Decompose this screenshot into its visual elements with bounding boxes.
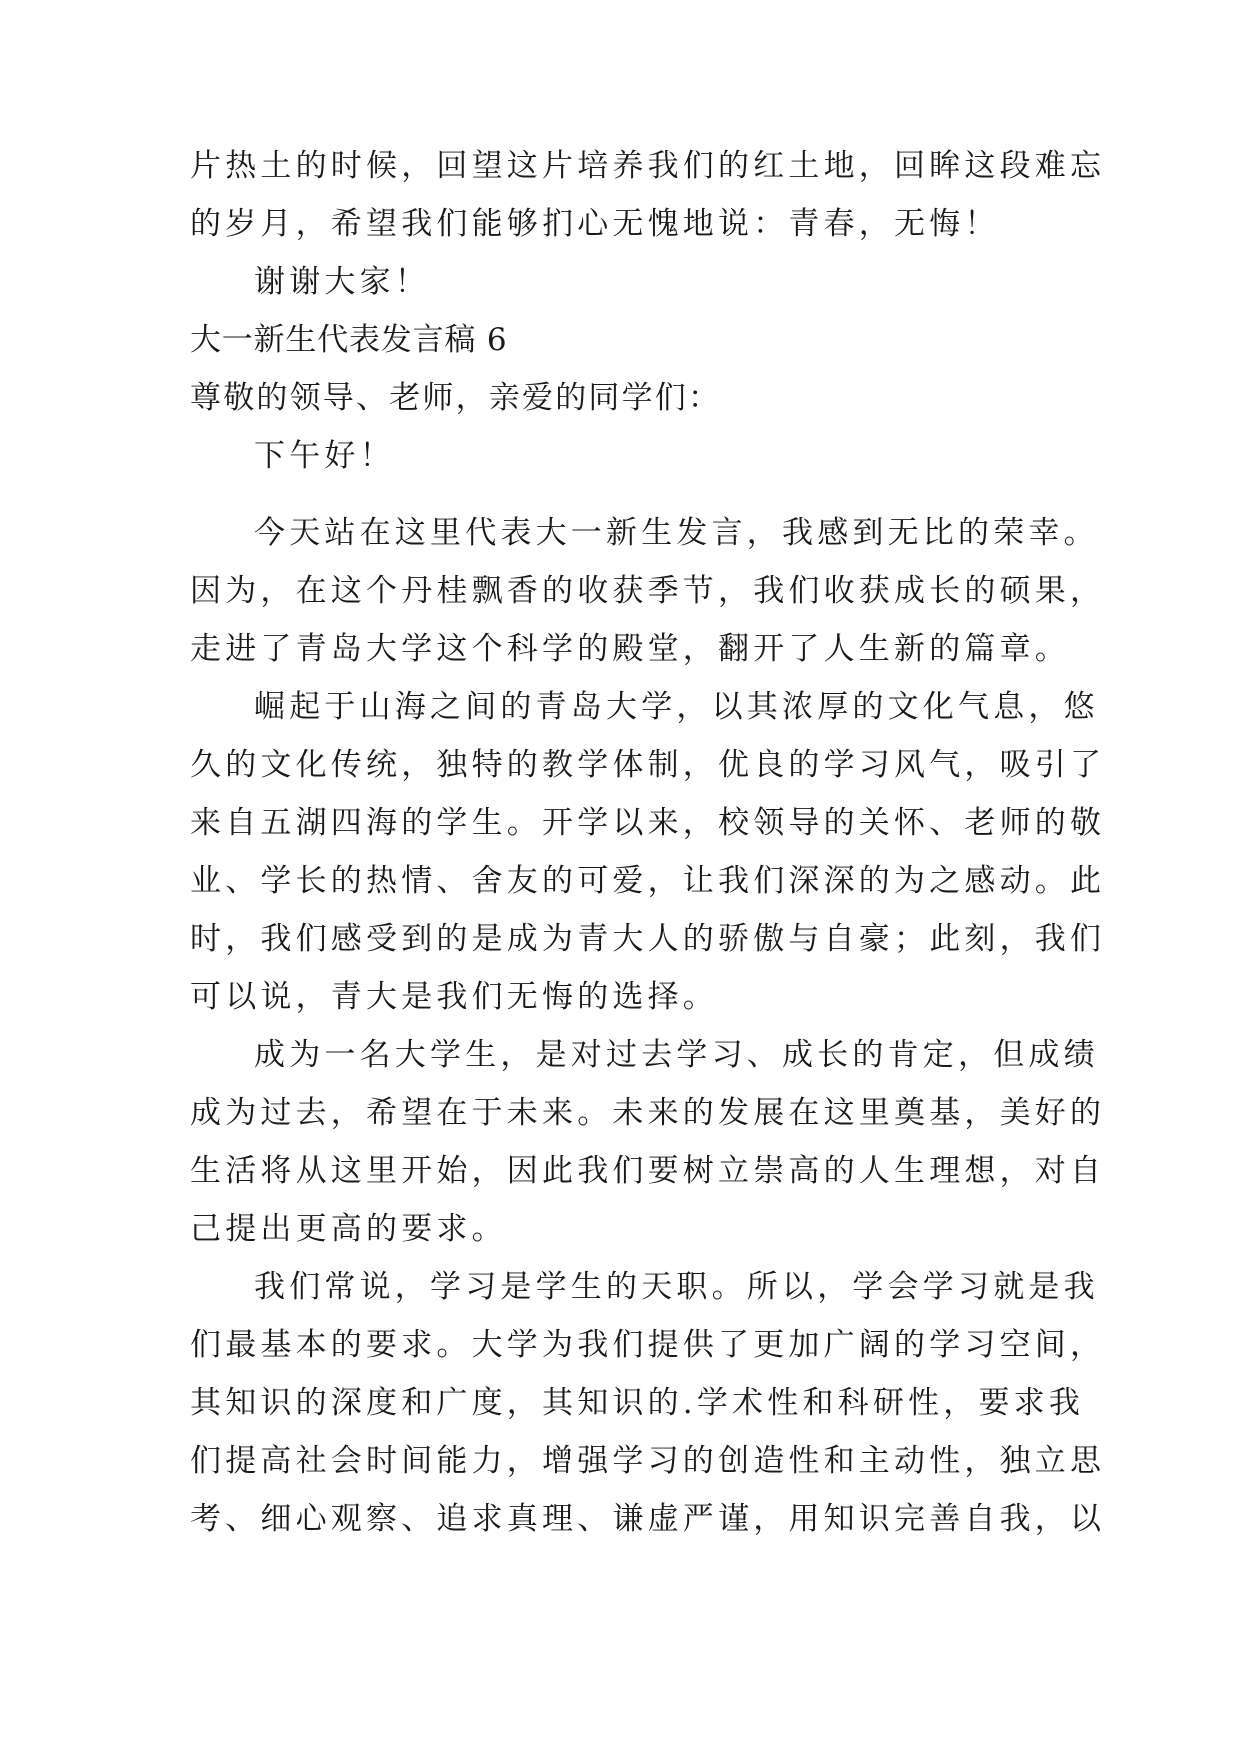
text-line: 谢谢大家！	[254, 264, 430, 300]
paragraph-line: 时，我们感受到的是成为青大人的骄傲与自豪；此刻，我们	[190, 921, 1106, 957]
paragraph-line: 业、学长的热情、舍友的可爱，让我们深深的为之感动。此	[190, 863, 1106, 899]
paragraph-line: 今天站在这里代表大一新生发言，我感到无比的荣幸。	[254, 515, 1099, 551]
paragraph-line: 们提高社会时间能力，增强学习的创造性和主动性，独立思	[190, 1443, 1106, 1479]
section-heading: 大一新生代表发言稿 6	[190, 322, 508, 358]
salutation: 尊敬的领导、老师，亲爱的同学们：	[190, 380, 722, 416]
paragraph-line: 来自五湖四海的学生。开学以来，校领导的关怀、老师的敬	[190, 805, 1106, 841]
paragraph-line: 我们常说，学习是学生的天职。所以，学会学习就是我	[254, 1269, 1099, 1305]
text-line: 的岁月，希望我们能够扪心无愧地说：青春，无悔！	[190, 206, 1000, 242]
paragraph-line: 们最基本的要求。大学为我们提供了更加广阔的学习空间，	[190, 1327, 1106, 1363]
paragraph-line: 崛起于山海之间的青岛大学，以其浓厚的文化气息，悠	[254, 689, 1099, 725]
paragraph-line: 久的文化传统，独特的教学体制，优良的学习风气，吸引了	[190, 747, 1106, 783]
greeting: 下午好！	[254, 438, 395, 474]
paragraph-line: 可以说，青大是我们无悔的选择。	[190, 979, 718, 1015]
paragraph-line: 其知识的深度和广度，其知识的.学术性和科研性，要求我	[190, 1385, 1085, 1421]
paragraph-line: 因为，在这个丹桂飘香的收获季节，我们收获成长的硕果，	[190, 573, 1106, 609]
paragraph-line: 走进了青岛大学这个科学的殿堂，翻开了人生新的篇章。	[190, 631, 1070, 667]
paragraph-line: 生活将从这里开始，因此我们要树立崇高的人生理想，对自	[190, 1153, 1106, 1189]
paragraph-line: 己提出更高的要求。	[190, 1211, 507, 1247]
paragraph-line: 成为过去，希望在于未来。未来的发展在这里奠基，美好的	[190, 1095, 1106, 1131]
text-line: 片热土的时候，回望这片培养我们的红土地，回眸这段难忘	[190, 148, 1106, 184]
paragraph-line: 成为一名大学生，是对过去学习、成长的肯定，但成绩	[254, 1037, 1099, 1073]
paragraph-line: 考、细心观察、追求真理、谦虚严谨，用知识完善自我，以	[190, 1501, 1106, 1537]
